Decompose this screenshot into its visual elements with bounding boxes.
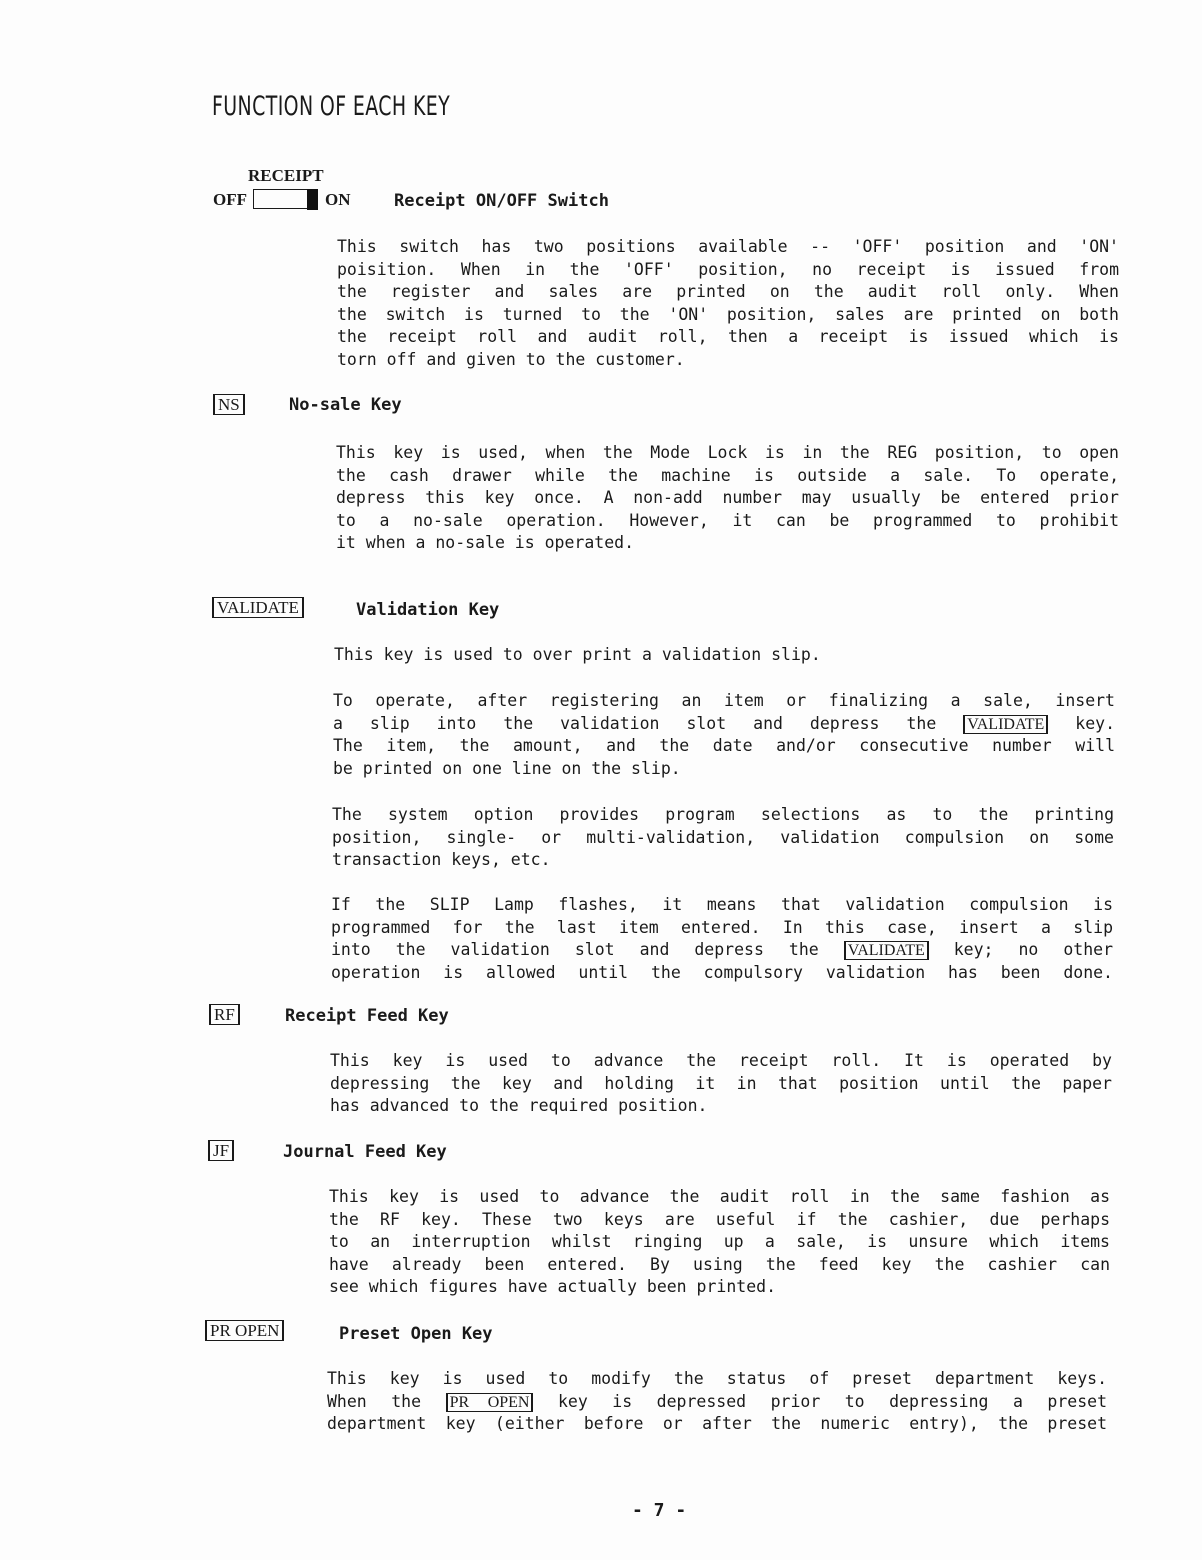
ns-key-description — [336, 442, 1119, 555]
text-line: transaction keys, etc. — [332, 850, 551, 869]
text-segment: key is depressed prior to depressing a preset — [558, 1391, 1107, 1411]
text-line: This key is used to advance the receipt roll. It is operated by — [330, 1051, 1112, 1070]
ns-key-heading: No-sale Key — [289, 395, 402, 415]
ns-key-icon: NS — [213, 394, 245, 415]
validate-para-3 — [332, 804, 1114, 872]
inline-validate-key-icon: VALIDATE — [963, 715, 1048, 734]
text-line: department key (either before or after the numeric entry), the preset — [327, 1414, 1107, 1433]
text-segment: a slip into the validation slot and depress the — [333, 713, 937, 733]
inline-validate-key-icon: VALIDATE — [844, 941, 929, 960]
text-line: it when a no-sale is operated. — [336, 533, 635, 552]
text-segment: into the validation slot and depress the — [331, 940, 819, 959]
text-line: the cash drawer while the machine is outside a sale. To operate, — [336, 465, 1119, 485]
jf-key-icon: JF — [208, 1140, 234, 1161]
switch-on-label: ON — [325, 190, 351, 209]
text-line: be printed on one line on the slip. — [333, 758, 681, 778]
inline-pr-open-key-icon: PR OPEN — [446, 1393, 534, 1412]
text-line: poisition. When in the 'OFF' position, no receipt is issued from — [337, 259, 1119, 279]
validate-para-2 — [333, 690, 1115, 780]
text-line: The item, the amount, and the date and/or consecutive number will — [333, 736, 1115, 755]
page-title: FUNCTION OF EACH KEY — [212, 91, 451, 122]
jf-key-heading: Journal Feed Key — [283, 1142, 447, 1162]
text-line: depressing the key and holding it in that position until the paper — [330, 1073, 1112, 1093]
text-line: the receipt roll and audit roll, then a receipt is issued which is — [337, 327, 1119, 346]
text-line: has advanced to the required position. — [330, 1096, 708, 1115]
text-line: This switch has two positions available -- 'OFF' position and 'ON' — [337, 237, 1119, 256]
text-line — [333, 713, 1115, 736]
text-line: the RF key. These two keys are useful if the cashier, due perhaps — [329, 1209, 1110, 1229]
jf-key-description — [329, 1186, 1110, 1299]
text-line: This key is used to over print a validation slip. — [334, 645, 821, 664]
validate-key-icon: VALIDATE — [212, 597, 304, 618]
switch-off-label: OFF — [213, 190, 247, 209]
text-line: to a no-sale operation. However, it can be programmed to prohibit — [336, 510, 1119, 530]
text-line: This key is used, when the Mode Lock is in the REG position, to open — [336, 443, 1119, 462]
text-line: depress this key once. A non-add number may usually be entered prior — [336, 488, 1119, 507]
text-line: have already been entered. By using the feed key the cashier can — [329, 1254, 1110, 1274]
text-line: torn off and given to the customer. — [337, 349, 685, 369]
page-number: - 7 - — [632, 1500, 687, 1521]
text-line: the register and sales are printed on the audit roll only. When — [337, 282, 1119, 301]
validate-key-heading: Validation Key — [356, 600, 500, 620]
receipt-switch-heading: Receipt ON/OFF Switch — [394, 191, 609, 211]
validate-para-4 — [331, 894, 1113, 984]
receipt-switch-description — [337, 236, 1119, 371]
text-line — [327, 1391, 1107, 1414]
text-line: To operate, after registering an item or finalizing a sale, insert — [333, 691, 1115, 710]
text-line: If the SLIP Lamp flashes, it means that validation compulsion is — [331, 895, 1113, 914]
rf-key-icon: RF — [209, 1004, 240, 1025]
rf-key-description — [330, 1050, 1112, 1118]
validate-para-1 — [334, 644, 1116, 667]
text-line: programmed for the last item entered. In this case, insert a slip — [331, 917, 1113, 937]
text-segment: key. — [1075, 713, 1116, 733]
text-segment: key; no other — [953, 940, 1114, 959]
text-line: operation is allowed until the compulsory validation has been done. — [331, 962, 1113, 982]
text-line: This key is used to advance the audit roll in the same fashion as — [329, 1187, 1110, 1206]
pr-open-key-icon: PR OPEN — [205, 1320, 284, 1341]
pr-open-key-description — [327, 1368, 1107, 1436]
text-line: This key is used to modify the status of preset department keys. — [327, 1369, 1107, 1388]
pr-open-key-heading: Preset Open Key — [339, 1324, 493, 1344]
text-line: see which figures have actually been printed. — [329, 1277, 777, 1296]
receipt-switch-caption: RECEIPT — [248, 166, 324, 185]
receipt-switch-icon — [253, 189, 318, 209]
text-line: The system option provides program selections as to the printing — [332, 805, 1114, 824]
text-segment: When the — [327, 1391, 422, 1411]
text-line: the switch is turned to the 'ON' position, sales are printed on both — [337, 304, 1119, 324]
text-line: to an interruption whilst ringing up a sale, is unsure which items — [329, 1232, 1110, 1251]
text-line — [331, 939, 1113, 962]
text-line: position, single- or multi-validation, validation compulsion on some — [332, 827, 1114, 847]
rf-key-heading: Receipt Feed Key — [285, 1006, 449, 1026]
